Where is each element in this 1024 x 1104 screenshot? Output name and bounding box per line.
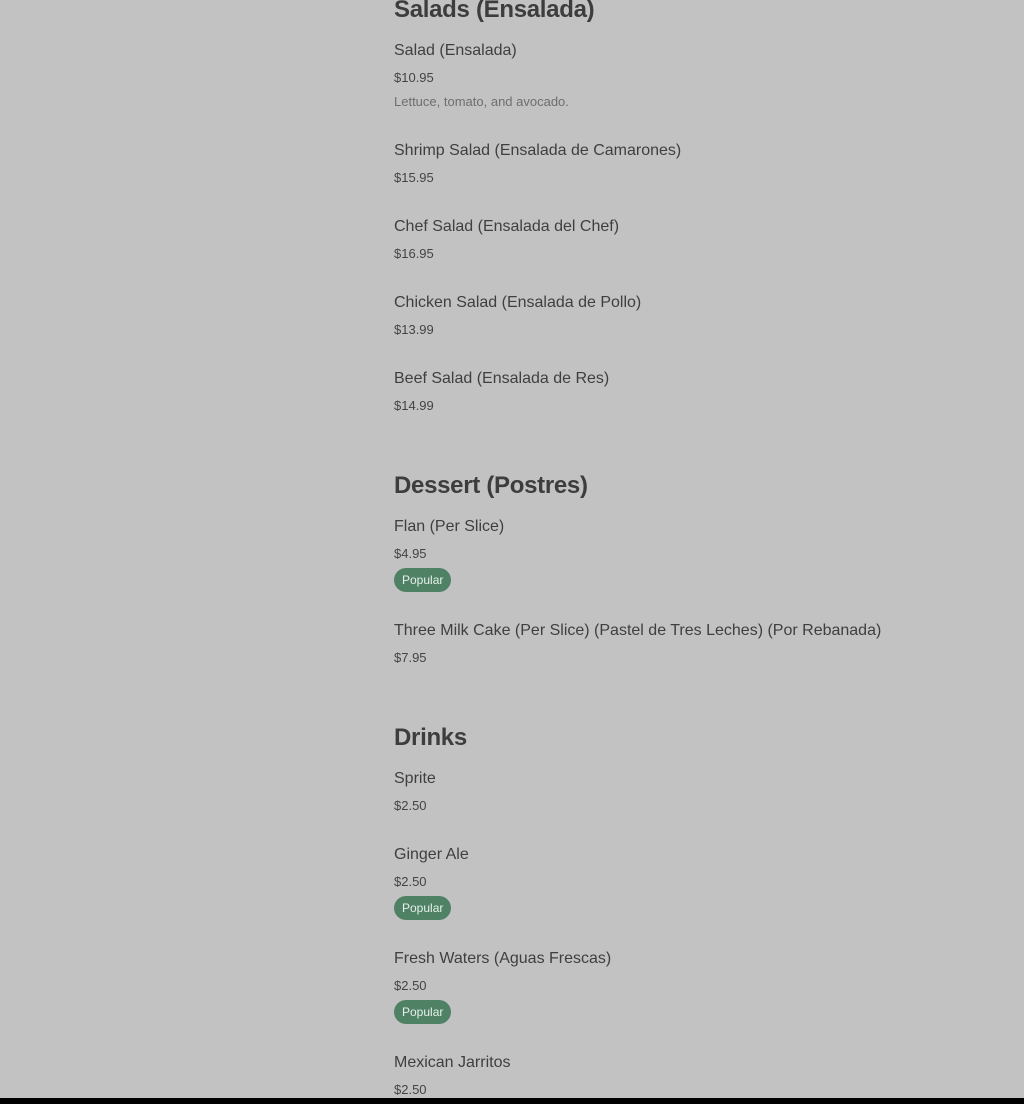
item-price: $2.50 <box>394 874 427 889</box>
section-title-salads: Salads (Ensalada) <box>394 0 595 23</box>
menu-item-three-milk-cake[interactable] <box>394 622 881 640</box>
item-price: $4.95 <box>394 546 427 561</box>
item-name: Salad (Ensalada) <box>394 42 517 59</box>
menu-item-chicken-salad[interactable] <box>394 294 641 312</box>
item-price: $2.50 <box>394 1082 427 1097</box>
item-name: Chef Salad (Ensalada del Chef) <box>394 218 620 235</box>
section-title-dessert: Dessert (Postres) <box>394 472 588 499</box>
menu-item-ginger-ale[interactable] <box>394 846 469 864</box>
item-description: Lettuce, tomato, and avocado. <box>394 94 569 109</box>
item-name: Ginger Ale <box>394 846 469 863</box>
item-price: $14.99 <box>394 398 434 413</box>
item-name: Mexican Jarritos <box>394 1054 511 1071</box>
item-price: $13.99 <box>394 322 434 337</box>
menu-item-beef-salad[interactable] <box>394 370 609 388</box>
popular-badge: Popular <box>394 1000 451 1024</box>
menu-item-shrimp-salad[interactable] <box>394 142 681 160</box>
item-name: Fresh Waters (Aguas Frescas) <box>394 950 612 967</box>
item-name: Chicken Salad (Ensalada de Pollo) <box>394 294 642 311</box>
popular-badge: Popular <box>394 568 451 592</box>
item-price: $10.95 <box>394 70 434 85</box>
menu-item-sprite[interactable] <box>394 770 436 788</box>
section-title-drinks: Drinks <box>394 724 467 751</box>
item-price: $2.50 <box>394 978 427 993</box>
item-name: Three Milk Cake (Per Slice) (Pastel de Tres Leches) (Por Rebanada) <box>394 622 882 639</box>
menu-item-chef-salad[interactable] <box>394 218 619 236</box>
item-name: Beef Salad (Ensalada de Res) <box>394 370 610 387</box>
item-price: $2.50 <box>394 798 427 813</box>
item-price: $7.95 <box>394 650 427 665</box>
menu-item-fresh-waters[interactable] <box>394 950 611 968</box>
menu-item-flan[interactable] <box>394 518 504 536</box>
menu-item-mexican-jarritos[interactable] <box>394 1054 510 1072</box>
item-name: Shrimp Salad (Ensalada de Camarones) <box>394 142 682 159</box>
item-name: Flan (Per Slice) <box>394 518 505 535</box>
popular-badge: Popular <box>394 896 451 920</box>
item-price: $16.95 <box>394 246 434 261</box>
item-name: Sprite <box>394 770 436 787</box>
menu-item-salad[interactable] <box>394 42 517 60</box>
bottom-edge-bar <box>0 1098 1024 1104</box>
item-price: $15.95 <box>394 170 434 185</box>
